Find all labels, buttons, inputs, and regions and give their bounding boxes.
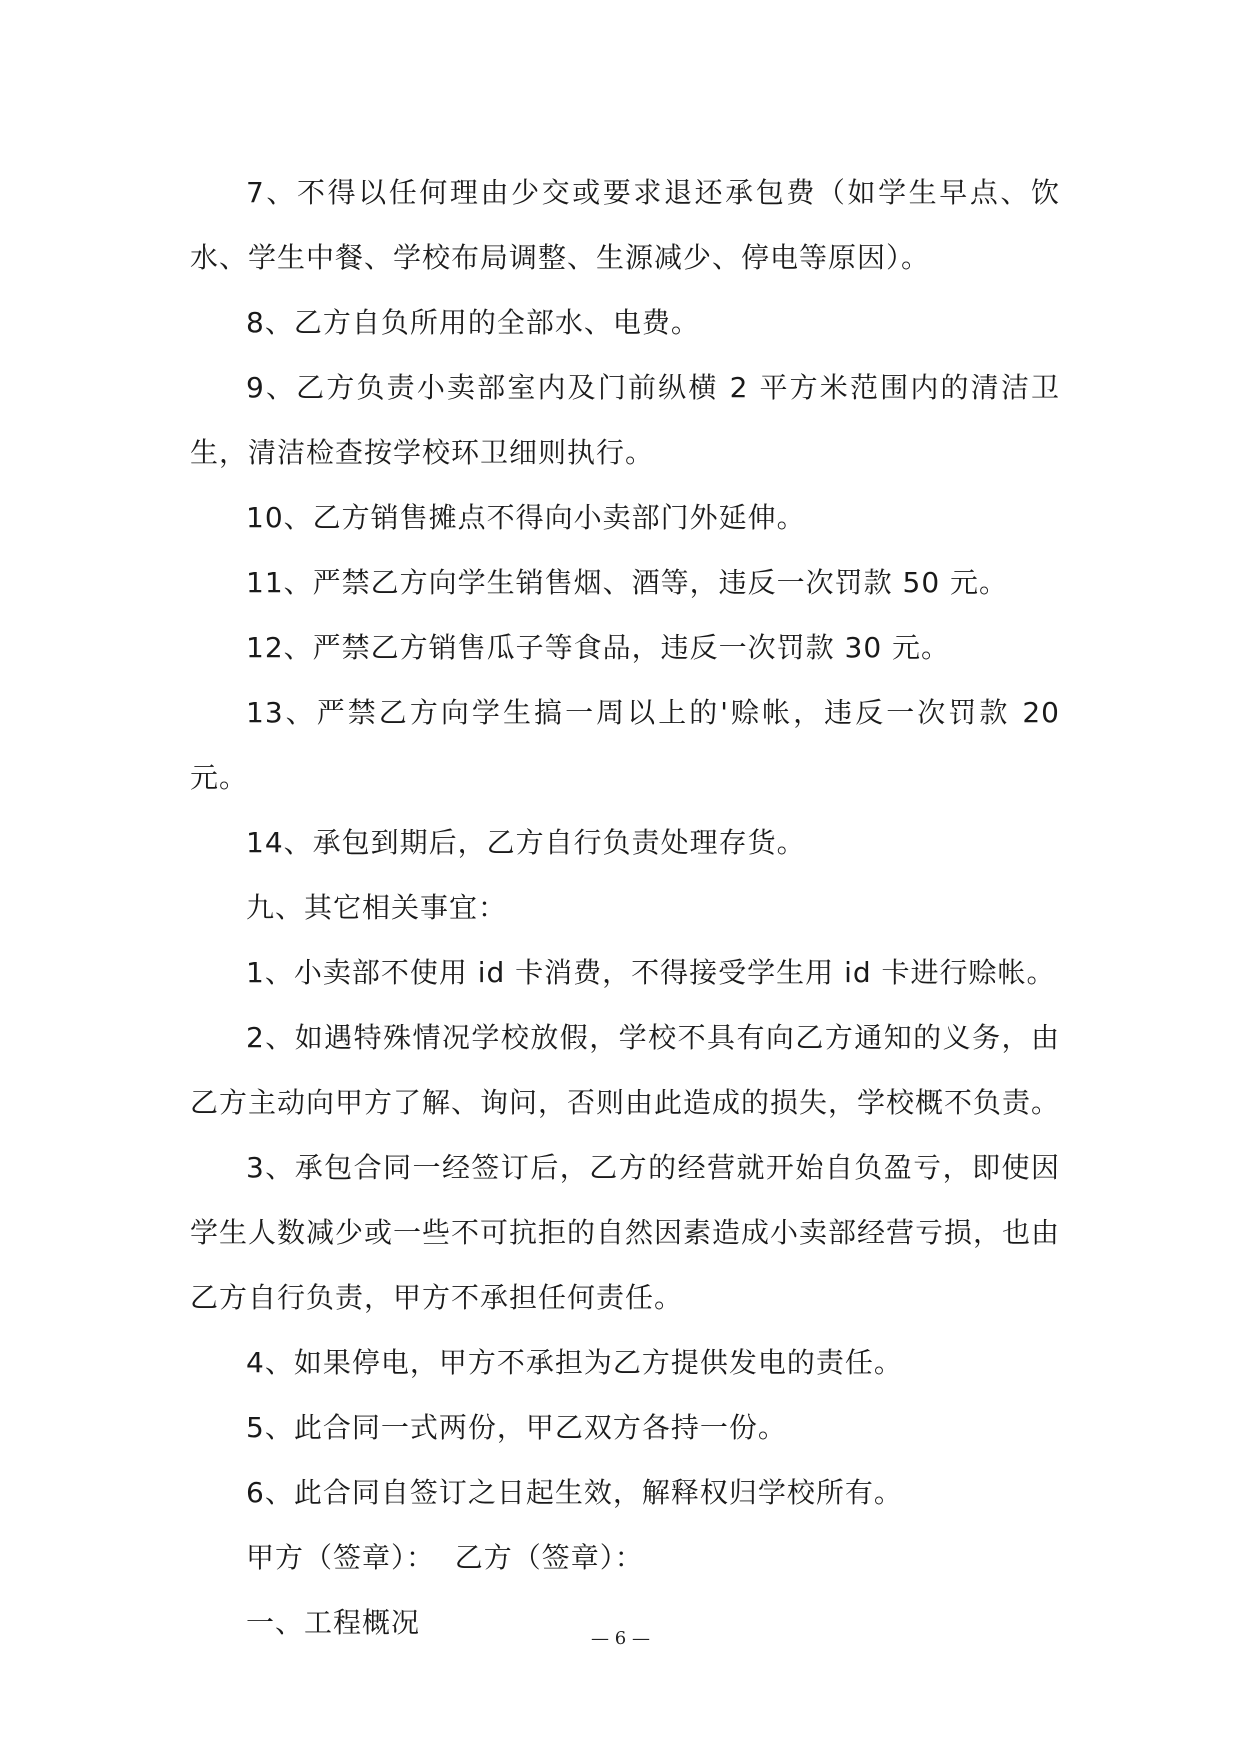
section-heading-project-overview: 一、工程概况 — [246, 1606, 421, 1639]
paragraph-item-other-5: 5、此合同一式两份，甲乙双方各持一份。 — [246, 1411, 787, 1444]
paragraph-item-11: 11、严禁乙方向学生销售烟、酒等，违反一次罚款 50 元。 — [246, 566, 1009, 599]
document-body — [190, 160, 1060, 1655]
paragraph-item-9: 9、乙方负责小卖部室内及门前纵横 2 平方米范围内的清洁卫生，清洁检查按学校环卫细则执行。 — [190, 371, 1060, 469]
paragraph-item-other-4: 4、如果停电，甲方不承担为乙方提供发电的责任。 — [246, 1346, 903, 1379]
paragraph-item-other-6: 6、此合同自签订之日起生效，解释权归学校所有。 — [246, 1476, 903, 1509]
paragraph-item-8: 8、乙方自负所用的全部水、电费。 — [246, 306, 700, 339]
section-heading-other-matters: 九、其它相关事宜： — [246, 891, 508, 924]
paragraph-item-other-2: 2、如遇特殊情况学校放假，学校不具有向乙方通知的义务，由乙方主动向甲方了解、询问，否则由此造成的损失，学校概不负责。 — [190, 1021, 1061, 1119]
paragraph-item-12: 12、严禁乙方销售瓜子等食品，违反一次罚款 30 元。 — [246, 631, 951, 664]
paragraph-item-13: 13、严禁乙方向学生搞一周以上的'赊帐，违反一次罚款 20 元。 — [190, 696, 1060, 794]
paragraph-item-other-3: 3、承包合同一经签订后，乙方的经营就开始自负盈亏，即使因学生人数减少或一些不可抗拒的自然因素造成小卖部经营亏损，也由乙方自行负责，甲方不承担任何责任。 — [190, 1151, 1061, 1314]
paragraph-item-10: 10、乙方销售摊点不得向小卖部门外延伸。 — [246, 501, 806, 534]
paragraph-item-14: 14、承包到期后，乙方自行负责处理存货。 — [246, 826, 806, 859]
page-number: — 6 — — [591, 1628, 650, 1649]
paragraph-item-7: 7、不得以任何理由少交或要求退还承包费（如学生早点、饮水、学生中餐、学校布局调整、生源减少、停电等原因）。 — [190, 176, 1060, 274]
signature-line: 甲方（签章）： 乙方（签章）： — [246, 1541, 644, 1574]
paragraph-item-other-1: 1、小卖部不使用 id 卡消费，不得接受学生用 id 卡进行赊帐。 — [246, 956, 1056, 989]
